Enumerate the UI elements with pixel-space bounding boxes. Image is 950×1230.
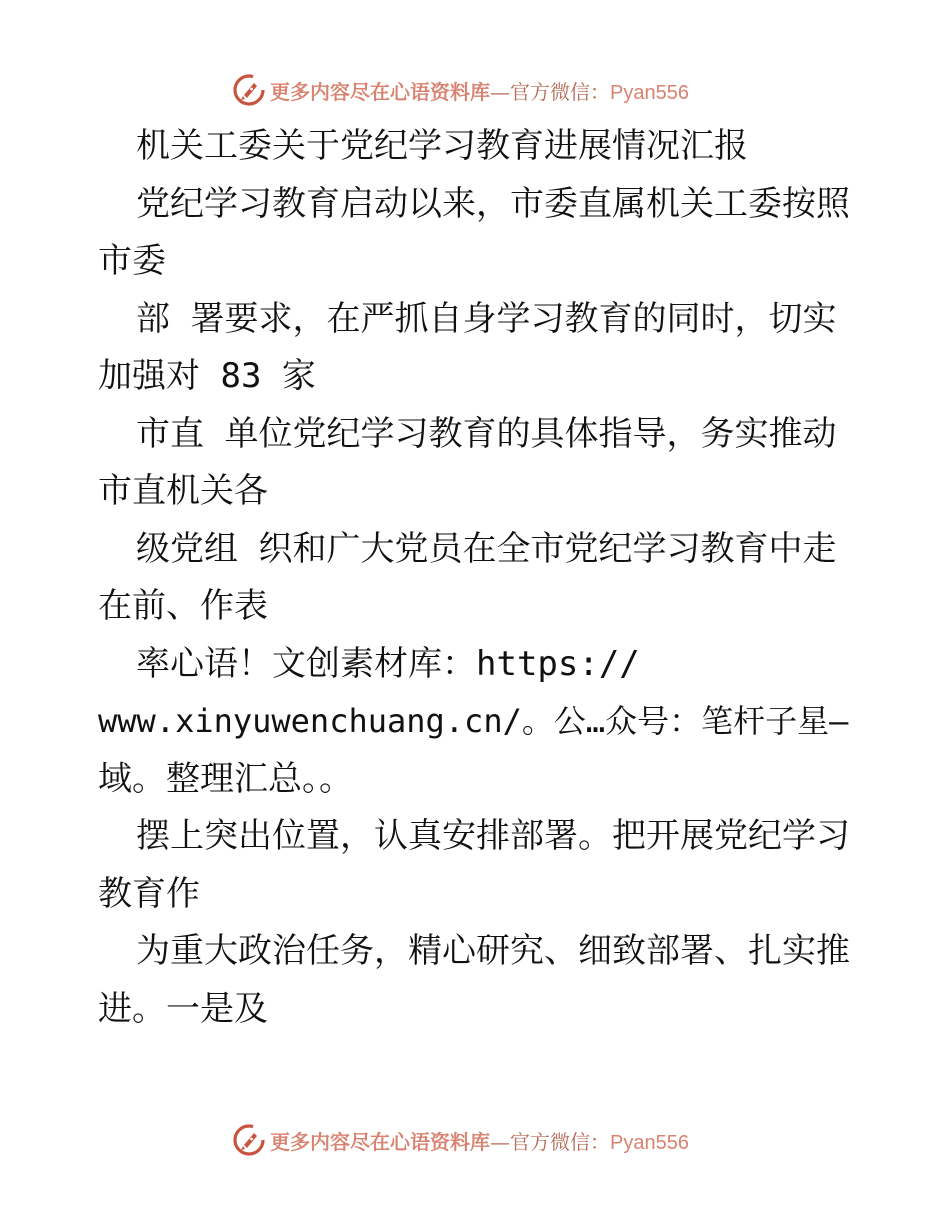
paragraph-line: 摆上突出位置，认真安排部署。把开展党纪学习: [136, 816, 850, 856]
document-body: [98, 118, 858, 1038]
pen-nib-circle-icon: [232, 73, 266, 107]
paragraph-line: 级党组 织和广大党员在全市党纪学习教育中走: [136, 528, 837, 569]
paragraph-line: 市委: [98, 241, 166, 281]
banner-text: [270, 76, 689, 105]
paragraph-line: 进。一是及: [98, 988, 268, 1029]
banner-title: 更多内容尽在心语资料库: [270, 1129, 490, 1154]
paragraph-line: 在前、作表: [98, 586, 268, 626]
paragraph-line: 为重大政治任务，精心研究、细致部署、扎实推: [136, 931, 850, 971]
paragraph-line: www.xinyuwenchuang.cn/。公…众号：笔杆子星—: [98, 702, 849, 740]
paragraph-line: 加强对 83 家: [98, 356, 316, 396]
banner-wechat-label: —官方微信：: [490, 79, 610, 104]
paragraph-line: 教育作: [98, 873, 200, 914]
paragraph-line: 党纪学习教育启动以来，市委直属机关工委按照: [136, 183, 850, 224]
document-title: 机关工委关于党纪学习教育进展情况汇报: [136, 126, 748, 166]
header-banner: [232, 72, 712, 108]
paragraph-line: 市直 单位党纪学习教育的具体指导，务实推动: [136, 413, 837, 454]
banner-wechat-id: Pyan556: [610, 81, 689, 104]
banner-title: 更多内容尽在心语资料库: [270, 79, 490, 104]
paragraph-line: 率心语！文创素材库：https://: [136, 643, 640, 684]
paragraph-line: 部 署要求，在严抓自身学习教育的同时，切实: [136, 298, 837, 339]
banner-wechat-id: Pyan556: [610, 1131, 689, 1154]
banner-wechat-label: —官方微信：: [490, 1129, 610, 1154]
paragraph-line: 市直机关各: [98, 471, 268, 511]
pen-nib-circle-icon: [232, 1123, 266, 1157]
footer-banner: [232, 1122, 712, 1158]
paragraph-line: 域。整理汇总。。: [98, 758, 353, 799]
banner-text: [270, 1126, 689, 1155]
